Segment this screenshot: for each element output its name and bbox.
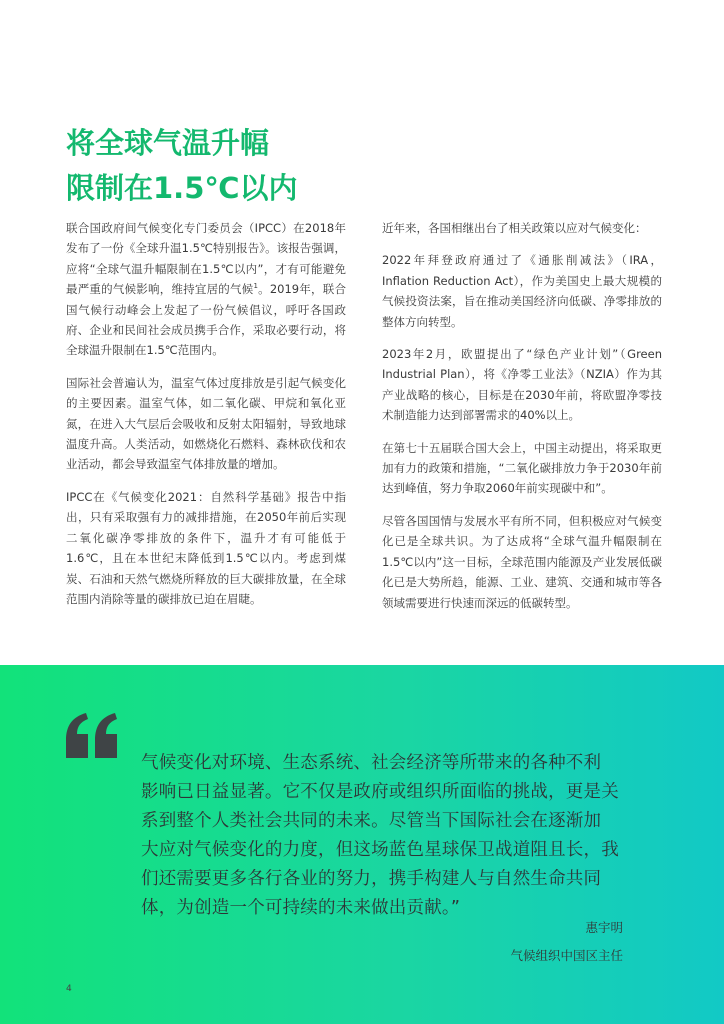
title-line-2: 限制在1.5℃以内 (66, 171, 298, 205)
paragraph: 尽管各国国情与发展水平有所不同，但积极应对气候变化已是全球共识。为了达成将“全球气温升幅限制在1.5℃以内”这一目标，全球范围内能源及产业发展低碳化已是大势所趋，能源、工业、建筑、交通和城市等各领域需要进行快速而深远的低碳转型。 (382, 513, 662, 610)
quote-text (141, 749, 625, 923)
paragraph: 2023年2月，欧盟提出了“绿色产业计划”（Green Industrial Plan），将《净零工业法》（NZIA）作为其产业战略的核心，目标是在2030年前，将欧盟净零技术制造能力达到部署需求的40%以上。 (382, 347, 662, 423)
quote-author-title: 气候组织中国区主任 (510, 948, 623, 963)
quote-line: 影响已日益显著。它不仅是政府或组织所面临的挑战，更是关 (141, 782, 619, 802)
paragraph: 联合国政府间气候变化专门委员会（IPCC）在2018年发布了一份《全球升温1.5℃特别报告》。该报告强调，应将“全球气温升幅限制在1.5℃以内”，才有可能避免最严重的气候影响，维持宜居的气候$^1$。2019年，联合国气候行动峰会上发起了一份气候倡议，呼吁各国政府、企业和民间社会成员携手合作，采取必要行动，将全球温升限制在1.5℃范围内。 (66, 221, 346, 358)
quote-line: 们还需要更多各行各业的努力，携手构建人与自然生命共同 (141, 869, 602, 889)
quote-line: 大应对气候变化的力度，但这场蓝色星球保卫战道阻且长，我 (141, 840, 619, 860)
quote-author: 惠宇明 (585, 920, 623, 935)
title-line-1: 将全球气温升幅 (66, 126, 270, 160)
paragraph: 2022年拜登政府通过了《通胀削减法》（IRA，Inflation Reduction Act），作为美国史上最大规模的气候投资法案，旨在推动美国经济向低碳、净零排放的整体方向转型。 (382, 253, 662, 329)
open-quote-icon (64, 712, 124, 772)
quote-line: 体，为创造一个可持续的未来做出贡献。” (141, 898, 461, 918)
paragraph: 国际社会普遍认为，温室气体过度排放是引起气候变化的主要因素。温室气体，如二氧化碳、甲烷和氧化亚氮，在进入大气层后会吸收和反射太阳辐射，导致地球温度升高。人类活动，如燃烧化石燃料、森林砍伐和农业活动，都会导致温室气体排放量的增加。 (66, 375, 346, 472)
page-number: 4 (66, 984, 72, 994)
quote-line: 系到整个人类社会共同的未来。尽管当下国际社会在逐渐加 (141, 811, 602, 831)
quote-line: 气候变化对环境、生态系统、社会经济等所带来的各种不利 (141, 753, 602, 773)
paragraph: 在第七十五届联合国大会上，中国主动提出，将采取更加有力的政策和措施，“二氧化碳排放力争于2030年前达到峰值，努力争取2060年前实现碳中和”。 (382, 440, 662, 496)
right-column (382, 218, 662, 625)
left-column (66, 218, 346, 621)
paragraph: IPCC在《气候变化2021：自然科学基础》报告中指出，只有采取强有力的减排措施，在2050年前后实现二氧化碳净零排放的条件下，温升才有可能低于1.6℃，且在本世纪末降低到1.5℃以内。考虑到煤炭、石油和天然气燃烧所释放的巨大碳排放量，在全球范围内消除等量的碳排放已迫在眉睫。 (66, 489, 346, 606)
page-title (66, 121, 366, 211)
paragraph: 近年来，各国相继出台了相关政策以应对气候变化： (382, 221, 647, 235)
footnote-marker: 1 (253, 282, 258, 291)
